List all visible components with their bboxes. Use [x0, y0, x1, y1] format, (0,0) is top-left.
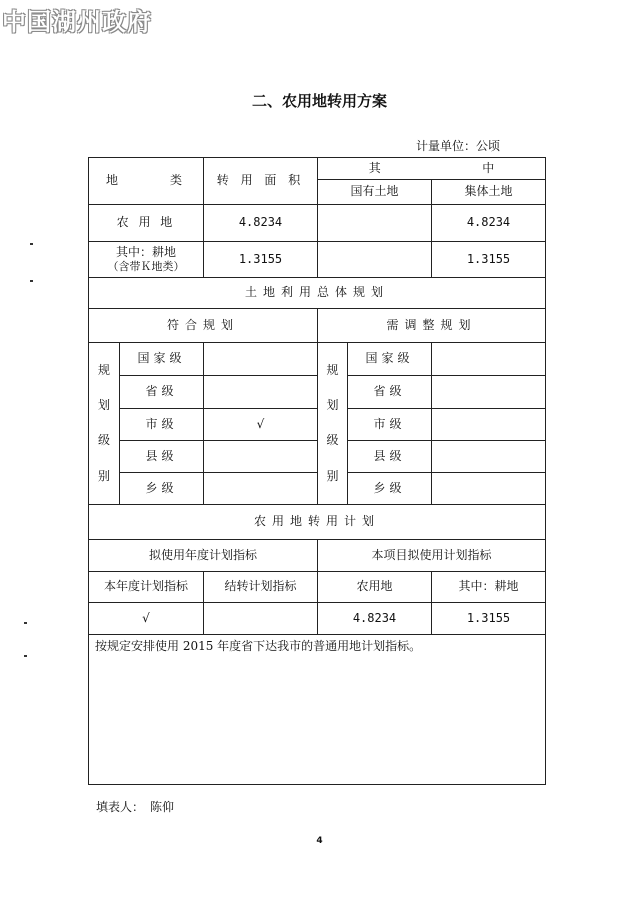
row-farmland-label: 农 用 地	[88, 205, 204, 242]
cultivated-label-line2: （含带Ｋ地类）	[107, 260, 185, 274]
note-box	[88, 635, 546, 785]
conversion-farmland: 农用地	[318, 572, 432, 603]
conform-mark-national	[204, 343, 318, 376]
level-char: 别	[97, 468, 110, 483]
conform-level-province: 省级	[120, 376, 204, 409]
unit-label: 计量单位：公顷	[416, 139, 501, 153]
row-cultivated-state	[318, 242, 432, 278]
level-char: 划	[97, 398, 110, 413]
level-char: 级	[97, 433, 110, 448]
adjust-level-national: 国家级	[348, 343, 432, 376]
cultivated-label-line1: 其中：耕地	[115, 244, 176, 259]
adjust-mark-township	[432, 473, 546, 505]
planning-section-title: 土地利用总体规划	[88, 278, 546, 309]
planning-level-label-right	[318, 343, 348, 505]
level-char: 规	[97, 362, 110, 377]
conversion-this-year: 本年度计划指标	[88, 572, 204, 603]
conversion-carryover-value	[204, 603, 318, 635]
conform-mark-township	[204, 473, 318, 505]
conversion-farmland-value: 4.8234	[318, 603, 432, 635]
watermark-logo: 中国湖州政府	[2, 7, 152, 36]
conversion-this-year-value: √	[88, 603, 204, 635]
conform-level-township: 乡级	[120, 473, 204, 505]
row-farmland-area: 4.8234	[204, 205, 318, 242]
header-land-type: 地 类	[88, 157, 204, 205]
adjust-level-township: 乡级	[348, 473, 432, 505]
conform-mark-province	[204, 376, 318, 409]
row-cultivated-area: 1.3155	[204, 242, 318, 278]
scan-speck	[24, 622, 27, 624]
header-among-right: 中	[482, 160, 495, 175]
scan-speck	[30, 280, 33, 282]
conversion-annual-index: 拟使用年度计划指标	[88, 540, 318, 572]
level-char: 规	[326, 362, 339, 377]
adjust-level-province: 省级	[348, 376, 432, 409]
conform-level-national: 国家级	[120, 343, 204, 376]
header-area: 转 用 面 积	[204, 157, 318, 205]
conversion-carryover: 结转计划指标	[204, 572, 318, 603]
conform-mark-city: √	[204, 409, 318, 441]
row-cultivated-collective: 1.3155	[432, 242, 546, 278]
conversion-section-title: 农用地转用计划	[88, 505, 546, 540]
planning-level-label-left	[88, 343, 120, 505]
header-state-land: 国有土地	[318, 180, 432, 205]
scan-speck	[24, 655, 27, 657]
planning-conform: 符合规划	[88, 309, 318, 343]
level-char: 划	[326, 398, 339, 413]
conform-level-county: 县级	[120, 441, 204, 473]
filler-line: 填表人： 陈仰	[96, 800, 175, 814]
conversion-cultivated: 其中：耕地	[432, 572, 546, 603]
header-collective-land: 集体土地	[432, 180, 546, 205]
planning-adjust: 需调整规划	[318, 309, 546, 343]
header-among	[318, 157, 546, 180]
level-char: 级	[326, 433, 339, 448]
row-farmland-collective: 4.8234	[432, 205, 546, 242]
adjust-mark-city	[432, 409, 546, 441]
page-number: 4	[316, 836, 323, 846]
adjust-level-city: 市级	[348, 409, 432, 441]
conform-mark-county	[204, 441, 318, 473]
conversion-project-index: 本项目拟使用计划指标	[318, 540, 546, 572]
header-among-left: 其	[368, 160, 381, 175]
row-farmland-state	[318, 205, 432, 242]
conversion-cultivated-value: 1.3155	[432, 603, 546, 635]
row-cultivated-label	[88, 242, 204, 278]
adjust-mark-national	[432, 343, 546, 376]
level-char: 别	[326, 468, 339, 483]
scan-speck	[30, 243, 33, 245]
adjust-level-county: 县级	[348, 441, 432, 473]
conform-level-city: 市级	[120, 409, 204, 441]
adjust-mark-province	[432, 376, 546, 409]
adjust-mark-county	[432, 441, 546, 473]
page-title: 二、农用地转用方案	[251, 92, 387, 110]
note-text: 按规定安排使用 2015 年度省下达我市的普通用地计划指标。	[95, 639, 422, 653]
